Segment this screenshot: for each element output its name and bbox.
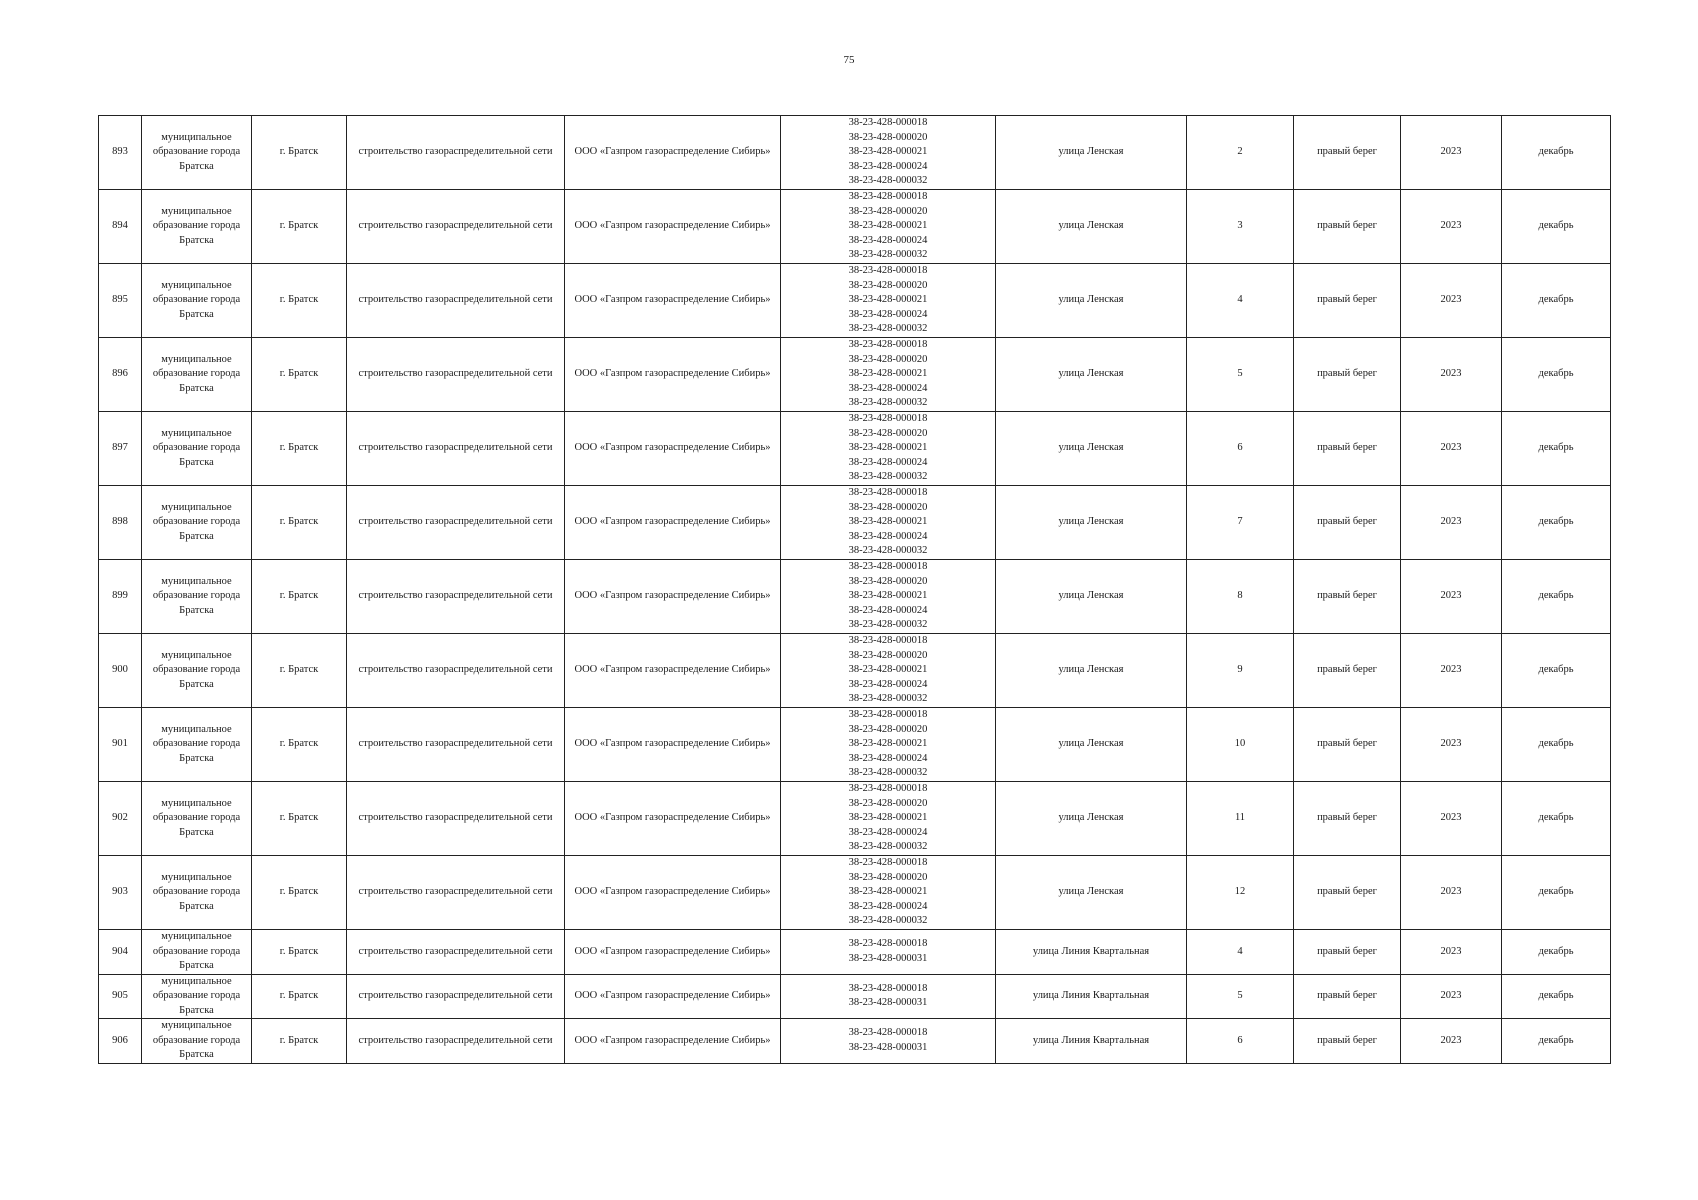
month-cell: декабрь	[1502, 634, 1611, 708]
cadastral-code: 38-23-428-000032	[848, 323, 928, 335]
cadastral-code: 38-23-428-000024	[848, 826, 928, 838]
table-row	[99, 560, 1611, 634]
city-cell: г. Братск	[252, 560, 347, 634]
cadastral-code: 38-23-428-000020	[848, 575, 928, 587]
cadastral-code: 38-23-428-000032	[848, 693, 928, 705]
organization-cell: ООО «Газпром газораспределение Сибирь»	[565, 486, 781, 560]
registry-table-wrapper	[98, 115, 1611, 1064]
cadastral-code: 38-23-428-000032	[848, 397, 928, 409]
work-type-cell: строительство газораспределительной сети	[347, 560, 565, 634]
cadastral-code: 38-23-428-000018	[848, 635, 928, 647]
organization-cell: ООО «Газпром газораспределение Сибирь»	[565, 634, 781, 708]
river-bank-cell: правый берег	[1294, 486, 1401, 560]
river-bank-cell: правый берег	[1294, 560, 1401, 634]
cadastral-code: 38-23-428-000021	[848, 294, 928, 306]
month-cell: декабрь	[1502, 116, 1611, 190]
row-number-cell: 897	[99, 412, 142, 486]
organization-cell: ООО «Газпром газораспределение Сибирь»	[565, 264, 781, 338]
organization-cell: ООО «Газпром газораспределение Сибирь»	[565, 1019, 781, 1064]
cadastral-code: 38-23-428-000018	[848, 938, 928, 950]
city-cell: г. Братск	[252, 190, 347, 264]
house-number-cell: 4	[1187, 264, 1294, 338]
street-cell: улица Линия Квартальная	[996, 1019, 1187, 1064]
river-bank-cell: правый берег	[1294, 412, 1401, 486]
river-bank-cell: правый берег	[1294, 190, 1401, 264]
cadastral-codes-cell	[781, 930, 996, 975]
cadastral-codes-cell	[781, 856, 996, 930]
city-cell: г. Братск	[252, 338, 347, 412]
cadastral-code: 38-23-428-000021	[848, 516, 928, 528]
cadastral-code: 38-23-428-000018	[848, 191, 928, 203]
municipality-cell: муниципальное образование города Братска	[142, 634, 252, 708]
cadastral-code: 38-23-428-000018	[848, 487, 928, 499]
cadastral-code: 38-23-428-000032	[848, 175, 928, 187]
month-cell: декабрь	[1502, 856, 1611, 930]
year-cell: 2023	[1401, 782, 1502, 856]
year-cell: 2023	[1401, 412, 1502, 486]
cadastral-code: 38-23-428-000024	[848, 382, 928, 394]
cadastral-code: 38-23-428-000032	[848, 249, 928, 261]
cadastral-code: 38-23-428-000018	[848, 709, 928, 721]
cadastral-code: 38-23-428-000024	[848, 160, 928, 172]
work-type-cell: строительство газораспределительной сети	[347, 708, 565, 782]
street-cell: улица Ленская	[996, 190, 1187, 264]
municipality-cell: муниципальное образование города Братска	[142, 264, 252, 338]
table-row	[99, 856, 1611, 930]
row-number-cell: 898	[99, 486, 142, 560]
city-cell: г. Братск	[252, 412, 347, 486]
house-number-cell: 8	[1187, 560, 1294, 634]
cadastral-codes-cell	[781, 264, 996, 338]
year-cell: 2023	[1401, 856, 1502, 930]
year-cell: 2023	[1401, 974, 1502, 1019]
work-type-cell: строительство газораспределительной сети	[347, 116, 565, 190]
month-cell: декабрь	[1502, 974, 1611, 1019]
cadastral-code: 38-23-428-000020	[848, 353, 928, 365]
cadastral-code: 38-23-428-000021	[848, 738, 928, 750]
year-cell: 2023	[1401, 1019, 1502, 1064]
cadastral-code: 38-23-428-000032	[848, 767, 928, 779]
year-cell: 2023	[1401, 708, 1502, 782]
cadastral-code: 38-23-428-000018	[848, 783, 928, 795]
row-number-cell: 900	[99, 634, 142, 708]
river-bank-cell: правый берег	[1294, 974, 1401, 1019]
cadastral-code: 38-23-428-000020	[848, 649, 928, 661]
house-number-cell: 5	[1187, 974, 1294, 1019]
city-cell: г. Братск	[252, 486, 347, 560]
street-cell: улица Линия Квартальная	[996, 974, 1187, 1019]
cadastral-code: 38-23-428-000018	[848, 857, 928, 869]
cadastral-codes-cell	[781, 116, 996, 190]
table-row	[99, 634, 1611, 708]
organization-cell: ООО «Газпром газораспределение Сибирь»	[565, 708, 781, 782]
organization-cell: ООО «Газпром газораспределение Сибирь»	[565, 560, 781, 634]
year-cell: 2023	[1401, 930, 1502, 975]
month-cell: декабрь	[1502, 412, 1611, 486]
table-row	[99, 412, 1611, 486]
table-row	[99, 338, 1611, 412]
municipality-cell: муниципальное образование города Братска	[142, 560, 252, 634]
house-number-cell: 5	[1187, 338, 1294, 412]
work-type-cell: строительство газораспределительной сети	[347, 412, 565, 486]
city-cell: г. Братск	[252, 782, 347, 856]
city-cell: г. Братск	[252, 634, 347, 708]
municipality-cell: муниципальное образование города Братска	[142, 190, 252, 264]
cadastral-code: 38-23-428-000020	[848, 501, 928, 513]
cadastral-code: 38-23-428-000021	[848, 146, 928, 158]
cadastral-code: 38-23-428-000032	[848, 471, 928, 483]
row-number-cell: 903	[99, 856, 142, 930]
street-cell: улица Ленская	[996, 634, 1187, 708]
house-number-cell: 11	[1187, 782, 1294, 856]
cadastral-code: 38-23-428-000032	[848, 915, 928, 927]
work-type-cell: строительство газораспределительной сети	[347, 974, 565, 1019]
cadastral-codes-cell	[781, 560, 996, 634]
cadastral-code: 38-23-428-000032	[848, 545, 928, 557]
month-cell: декабрь	[1502, 190, 1611, 264]
row-number-cell: 895	[99, 264, 142, 338]
river-bank-cell: правый берег	[1294, 116, 1401, 190]
work-type-cell: строительство газораспределительной сети	[347, 338, 565, 412]
cadastral-code: 38-23-428-000021	[848, 886, 928, 898]
cadastral-code: 38-23-428-000020	[848, 797, 928, 809]
row-number-cell: 902	[99, 782, 142, 856]
street-cell: улица Ленская	[996, 486, 1187, 560]
cadastral-code: 38-23-428-000021	[848, 442, 928, 454]
cadastral-codes-cell	[781, 782, 996, 856]
cadastral-code: 38-23-428-000031	[848, 997, 928, 1009]
street-cell: улица Ленская	[996, 782, 1187, 856]
cadastral-code: 38-23-428-000024	[848, 456, 928, 468]
river-bank-cell: правый берег	[1294, 634, 1401, 708]
month-cell: декабрь	[1502, 1019, 1611, 1064]
city-cell: г. Братск	[252, 930, 347, 975]
cadastral-code: 38-23-428-000018	[848, 413, 928, 425]
work-type-cell: строительство газораспределительной сети	[347, 1019, 565, 1064]
municipality-cell: муниципальное образование города Братска	[142, 974, 252, 1019]
table-row	[99, 1019, 1611, 1064]
cadastral-code: 38-23-428-000020	[848, 131, 928, 143]
municipality-cell: муниципальное образование города Братска	[142, 1019, 252, 1064]
work-type-cell: строительство газораспределительной сети	[347, 264, 565, 338]
organization-cell: ООО «Газпром газораспределение Сибирь»	[565, 930, 781, 975]
table-row	[99, 974, 1611, 1019]
organization-cell: ООО «Газпром газораспределение Сибирь»	[565, 338, 781, 412]
cadastral-codes-cell	[781, 338, 996, 412]
street-cell: улица Ленская	[996, 338, 1187, 412]
street-cell: улица Ленская	[996, 412, 1187, 486]
table-row	[99, 930, 1611, 975]
cadastral-codes-cell	[781, 974, 996, 1019]
city-cell: г. Братск	[252, 264, 347, 338]
house-number-cell: 7	[1187, 486, 1294, 560]
municipality-cell: муниципальное образование города Братска	[142, 930, 252, 975]
municipality-cell: муниципальное образование города Братска	[142, 856, 252, 930]
city-cell: г. Братск	[252, 856, 347, 930]
house-number-cell: 2	[1187, 116, 1294, 190]
row-number-cell: 896	[99, 338, 142, 412]
work-type-cell: строительство газораспределительной сети	[347, 190, 565, 264]
city-cell: г. Братск	[252, 1019, 347, 1064]
municipality-cell: муниципальное образование города Братска	[142, 486, 252, 560]
cadastral-codes-cell	[781, 190, 996, 264]
row-number-cell: 905	[99, 974, 142, 1019]
street-cell: улица Ленская	[996, 116, 1187, 190]
table-row	[99, 116, 1611, 190]
cadastral-code: 38-23-428-000018	[848, 117, 928, 129]
work-type-cell: строительство газораспределительной сети	[347, 782, 565, 856]
organization-cell: ООО «Газпром газораспределение Сибирь»	[565, 116, 781, 190]
cadastral-code: 38-23-428-000018	[848, 561, 928, 573]
work-type-cell: строительство газораспределительной сети	[347, 634, 565, 708]
organization-cell: ООО «Газпром газораспределение Сибирь»	[565, 974, 781, 1019]
river-bank-cell: правый берег	[1294, 708, 1401, 782]
month-cell: декабрь	[1502, 338, 1611, 412]
row-number-cell: 901	[99, 708, 142, 782]
cadastral-code: 38-23-428-000032	[848, 841, 928, 853]
street-cell: улица Ленская	[996, 560, 1187, 634]
cadastral-code: 38-23-428-000024	[848, 604, 928, 616]
municipality-cell: муниципальное образование города Братска	[142, 116, 252, 190]
organization-cell: ООО «Газпром газораспределение Сибирь»	[565, 856, 781, 930]
work-type-cell: строительство газораспределительной сети	[347, 486, 565, 560]
house-number-cell: 12	[1187, 856, 1294, 930]
cadastral-code: 38-23-428-000020	[848, 279, 928, 291]
river-bank-cell: правый берег	[1294, 930, 1401, 975]
table-row	[99, 264, 1611, 338]
organization-cell: ООО «Газпром газораспределение Сибирь»	[565, 782, 781, 856]
cadastral-code: 38-23-428-000021	[848, 590, 928, 602]
year-cell: 2023	[1401, 338, 1502, 412]
year-cell: 2023	[1401, 264, 1502, 338]
cadastral-code: 38-23-428-000020	[848, 723, 928, 735]
street-cell: улица Линия Квартальная	[996, 930, 1187, 975]
table-body	[99, 116, 1611, 1064]
street-cell: улица Ленская	[996, 264, 1187, 338]
river-bank-cell: правый берег	[1294, 782, 1401, 856]
street-cell: улица Ленская	[996, 856, 1187, 930]
year-cell: 2023	[1401, 634, 1502, 708]
page-number: 75	[843, 54, 855, 66]
year-cell: 2023	[1401, 560, 1502, 634]
cadastral-code: 38-23-428-000021	[848, 812, 928, 824]
city-cell: г. Братск	[252, 708, 347, 782]
house-number-cell: 6	[1187, 412, 1294, 486]
work-type-cell: строительство газораспределительной сети	[347, 930, 565, 975]
municipality-cell: муниципальное образование города Братска	[142, 412, 252, 486]
table-row	[99, 708, 1611, 782]
cadastral-code: 38-23-428-000020	[848, 427, 928, 439]
cadastral-code: 38-23-428-000021	[848, 664, 928, 676]
cadastral-code: 38-23-428-000032	[848, 619, 928, 631]
row-number-cell: 899	[99, 560, 142, 634]
city-cell: г. Братск	[252, 974, 347, 1019]
work-type-cell: строительство газораспределительной сети	[347, 856, 565, 930]
cadastral-code: 38-23-428-000018	[848, 339, 928, 351]
year-cell: 2023	[1401, 486, 1502, 560]
municipality-cell: муниципальное образование города Братска	[142, 338, 252, 412]
month-cell: декабрь	[1502, 560, 1611, 634]
house-number-cell: 3	[1187, 190, 1294, 264]
cadastral-code: 38-23-428-000024	[848, 678, 928, 690]
cadastral-code: 38-23-428-000021	[848, 220, 928, 232]
river-bank-cell: правый берег	[1294, 338, 1401, 412]
registry-table	[98, 115, 1611, 1064]
municipality-cell: муниципальное образование города Братска	[142, 782, 252, 856]
month-cell: декабрь	[1502, 782, 1611, 856]
cadastral-code: 38-23-428-000024	[848, 752, 928, 764]
cadastral-codes-cell	[781, 486, 996, 560]
municipality-cell: муниципальное образование города Братска	[142, 708, 252, 782]
month-cell: декабрь	[1502, 930, 1611, 975]
cadastral-code: 38-23-428-000018	[848, 982, 928, 994]
cadastral-codes-cell	[781, 634, 996, 708]
river-bank-cell: правый берег	[1294, 264, 1401, 338]
cadastral-code: 38-23-428-000024	[848, 530, 928, 542]
organization-cell: ООО «Газпром газораспределение Сибирь»	[565, 412, 781, 486]
cadastral-code: 38-23-428-000018	[848, 1027, 928, 1039]
house-number-cell: 6	[1187, 1019, 1294, 1064]
year-cell: 2023	[1401, 190, 1502, 264]
organization-cell: ООО «Газпром газораспределение Сибирь»	[565, 190, 781, 264]
cadastral-codes-cell	[781, 1019, 996, 1064]
row-number-cell: 894	[99, 190, 142, 264]
cadastral-code: 38-23-428-000018	[848, 265, 928, 277]
cadastral-code: 38-23-428-000024	[848, 900, 928, 912]
house-number-cell: 4	[1187, 930, 1294, 975]
table-row	[99, 190, 1611, 264]
cadastral-code: 38-23-428-000021	[848, 368, 928, 380]
cadastral-code: 38-23-428-000031	[848, 1041, 928, 1053]
month-cell: декабрь	[1502, 708, 1611, 782]
cadastral-code: 38-23-428-000020	[848, 205, 928, 217]
cadastral-code: 38-23-428-000024	[848, 234, 928, 246]
cadastral-code: 38-23-428-000024	[848, 308, 928, 320]
table-row	[99, 486, 1611, 560]
cadastral-codes-cell	[781, 708, 996, 782]
table-row	[99, 782, 1611, 856]
month-cell: декабрь	[1502, 264, 1611, 338]
house-number-cell: 10	[1187, 708, 1294, 782]
street-cell: улица Ленская	[996, 708, 1187, 782]
river-bank-cell: правый берег	[1294, 856, 1401, 930]
cadastral-code: 38-23-428-000031	[848, 952, 928, 964]
year-cell: 2023	[1401, 116, 1502, 190]
row-number-cell: 904	[99, 930, 142, 975]
river-bank-cell: правый берег	[1294, 1019, 1401, 1064]
row-number-cell: 893	[99, 116, 142, 190]
month-cell: декабрь	[1502, 486, 1611, 560]
house-number-cell: 9	[1187, 634, 1294, 708]
row-number-cell: 906	[99, 1019, 142, 1064]
cadastral-codes-cell	[781, 412, 996, 486]
cadastral-code: 38-23-428-000020	[848, 871, 928, 883]
city-cell: г. Братск	[252, 116, 347, 190]
